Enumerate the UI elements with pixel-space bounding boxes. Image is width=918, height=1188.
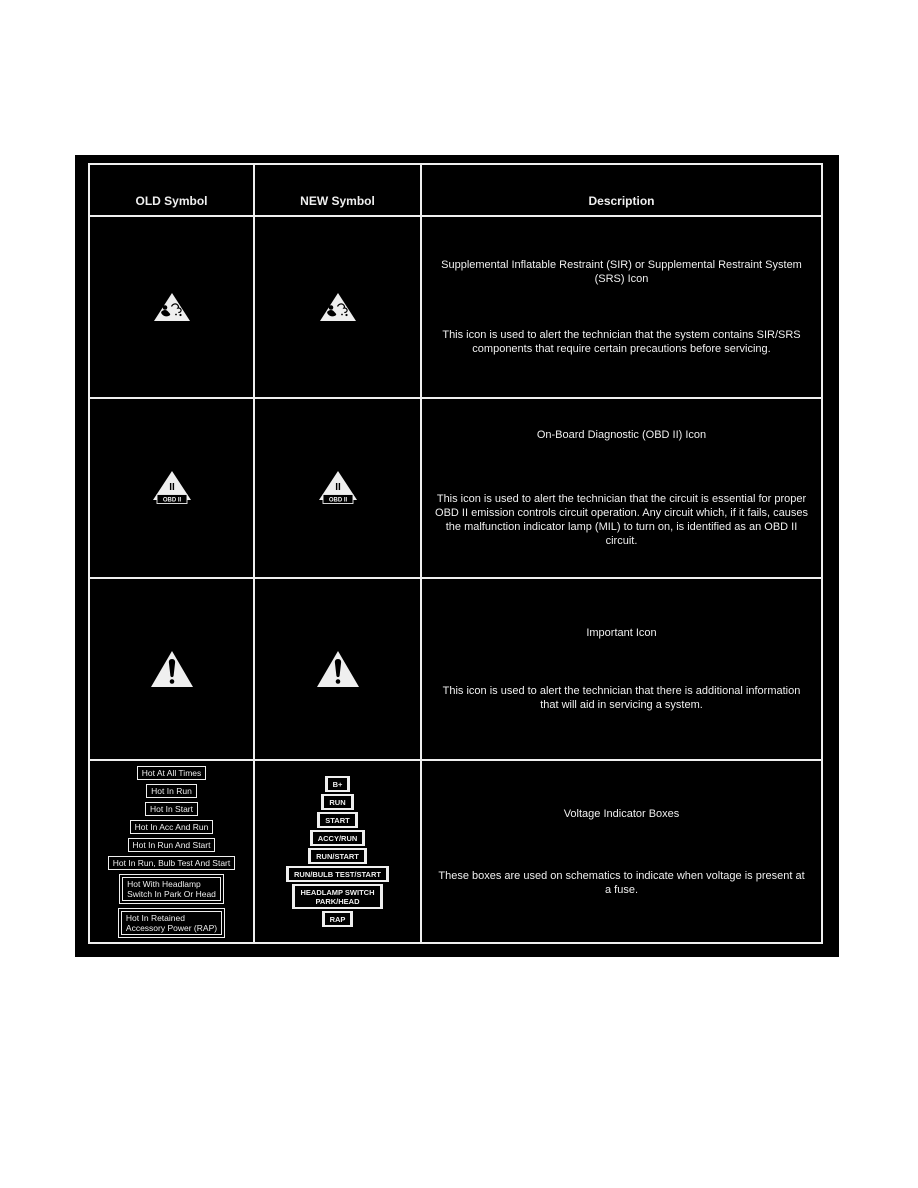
voltage-box-label: Hot At All Times — [141, 767, 202, 778]
voltage-box-label: ACCY/RUN — [317, 833, 358, 843]
voltage-box-old — [130, 820, 214, 834]
old-symbol-cell-sir — [90, 217, 253, 397]
obd-numeral-label: II — [168, 482, 175, 493]
voltage-box-label: Hot In Run, Bulb Test And Start — [112, 857, 231, 868]
new-symbol-cell-important — [255, 579, 420, 759]
important-exclamation-triangle-icon — [315, 649, 361, 689]
voltage-box-label: START — [325, 815, 350, 825]
column-header-description — [422, 165, 821, 215]
voltage-box-label: RAP — [329, 914, 346, 924]
voltage-box-old — [146, 784, 197, 798]
voltage-box-old — [122, 877, 221, 901]
voltage-box-new — [321, 794, 353, 810]
voltage-box-label: Hot In Acc And Run — [134, 821, 209, 832]
symbols-table — [88, 163, 823, 944]
voltage-box-old — [128, 838, 216, 852]
obd-ii-triangle-icon — [316, 469, 360, 507]
column-header-old-symbol — [90, 165, 253, 215]
voltage-box-label: Hot In Retained — [125, 912, 185, 923]
new-symbol-cell-sir — [255, 217, 420, 397]
column-header-new-symbol — [255, 165, 420, 215]
voltage-box-label: B+ — [332, 779, 343, 789]
voltage-box-label: RUN — [329, 797, 346, 807]
voltage-box-label: Switch In Park Or Head — [127, 888, 216, 899]
schematic-symbols-scan — [75, 155, 839, 957]
voltage-box-old — [145, 802, 198, 816]
old-symbol-cell-voltage-boxes — [90, 761, 253, 942]
description-title: On-Board Diagnostic (OBD II) Icon — [536, 429, 707, 441]
voltage-box-label: HEADLAMP SWITCH — [300, 887, 375, 897]
description-cell-voltage-boxes — [422, 761, 821, 942]
voltage-box-label: RUN/START — [316, 851, 359, 861]
voltage-box-new — [317, 812, 357, 828]
description-body: This icon is used to alert the technician that the system contains SIR/SRS components that require certain precautions before servicing. — [442, 329, 801, 355]
voltage-box-label: Hot In Run — [151, 785, 192, 796]
voltage-box-new — [322, 911, 354, 927]
description-body: This icon is used to alert the technician that there is additional information that will aid in servicing a system. — [442, 685, 801, 711]
voltage-box-new — [292, 884, 382, 909]
new-symbol-cell-obd — [255, 399, 420, 577]
old-symbol-cell-important — [90, 579, 253, 759]
voltage-box-old — [121, 911, 222, 935]
description-cell-sir — [422, 217, 821, 397]
obd-ii-triangle-icon — [150, 469, 194, 507]
description-cell-obd — [422, 399, 821, 577]
description-title: Important Icon — [586, 627, 657, 639]
column-header-label: NEW Symbol — [300, 194, 375, 208]
obd-box-label: OBD II — [328, 497, 347, 504]
voltage-box-old — [108, 856, 236, 870]
old-symbol-cell-obd — [90, 399, 253, 577]
description-cell-important — [422, 579, 821, 759]
voltage-box-label: Hot With Headlamp — [127, 878, 201, 889]
sir-airbag-triangle-icon — [152, 291, 192, 323]
obd-numeral-label: II — [334, 482, 341, 493]
voltage-box-old — [137, 766, 207, 780]
description-title: Supplemental Inflatable Restraint (SIR) or Supplemental Restraint System (SRS) Icon — [441, 259, 802, 285]
description-title: Voltage Indicator Boxes — [563, 807, 680, 820]
obd-box-label: OBD II — [162, 497, 181, 504]
voltage-box-new — [308, 848, 367, 864]
voltage-box-label: PARK/HEAD — [315, 896, 360, 906]
voltage-box-new — [286, 866, 389, 882]
voltage-box-label: Accessory Power (RAP) — [125, 922, 218, 933]
voltage-box-label: RUN/BULB TEST/START — [294, 869, 381, 879]
voltage-box-new — [325, 776, 351, 792]
voltage-box-new — [310, 830, 366, 846]
new-symbol-cell-voltage-boxes — [255, 761, 420, 942]
important-exclamation-triangle-icon — [149, 649, 195, 689]
column-header-label: Description — [588, 194, 655, 208]
description-body: These boxes are used on schematics to indicate when voltage is present at a fuse. — [438, 869, 805, 896]
voltage-box-label: Hot In Run And Start — [132, 839, 211, 850]
description-body: This icon is used to alert the technician that the circuit is essential for proper OBD II emission controls circuit operation. Any circuit which, if it fails, causes the malfunction indicator lamp (MIL) to turn on, is identified as an OBD II circuit. — [435, 493, 808, 547]
voltage-box-label: Hot In Start — [150, 803, 193, 814]
column-header-label: OLD Symbol — [135, 194, 208, 208]
sir-airbag-triangle-icon — [318, 291, 358, 323]
